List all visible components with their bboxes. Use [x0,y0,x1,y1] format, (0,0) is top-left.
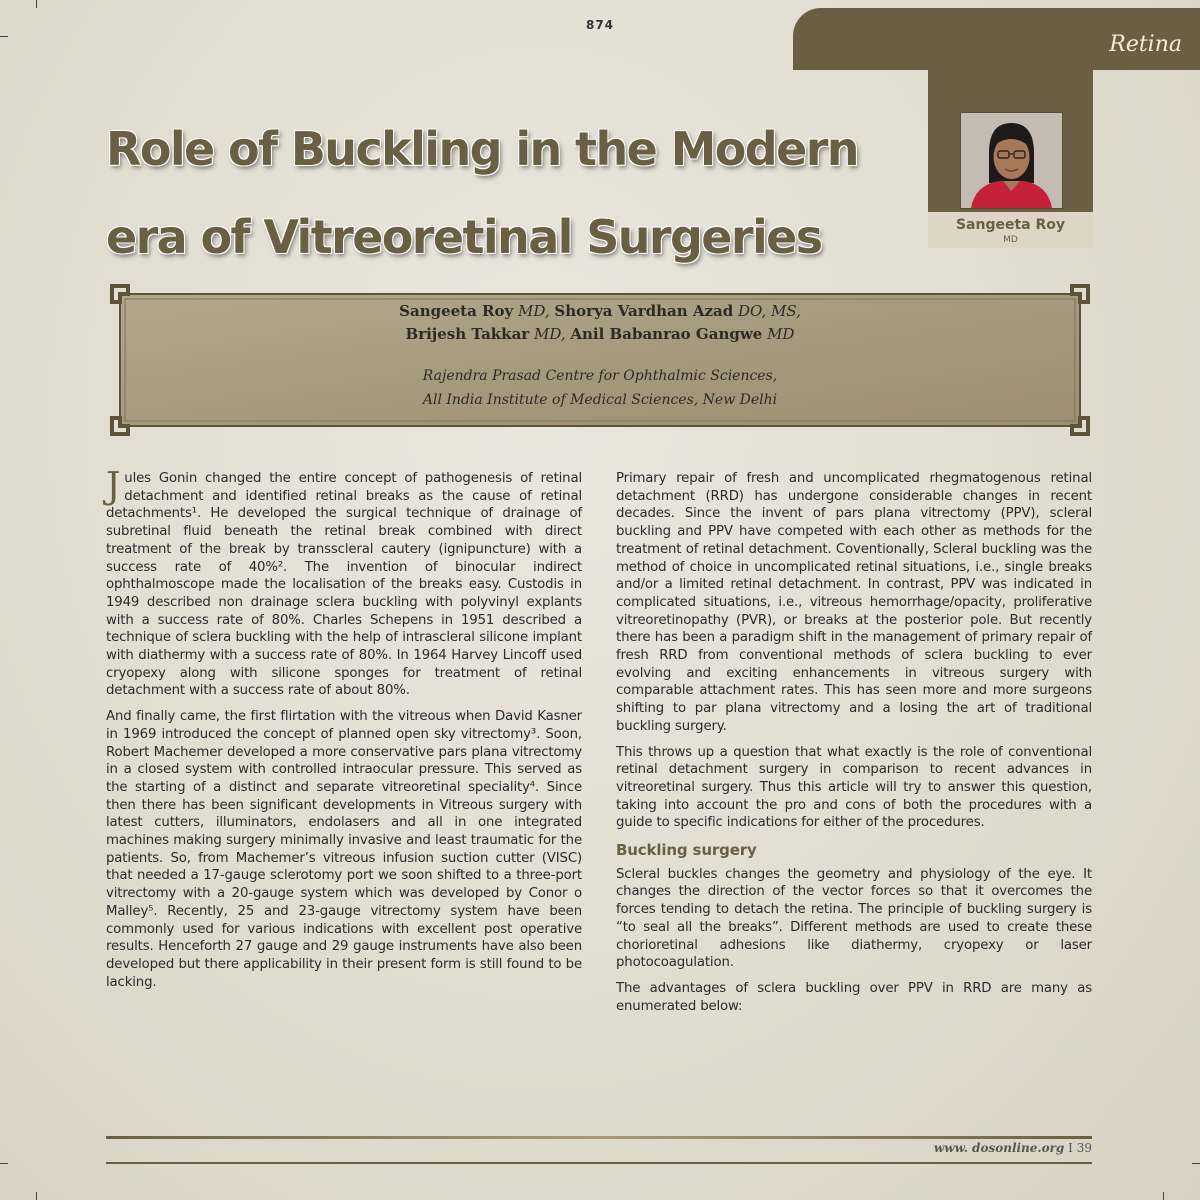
photo-author-name: Sangeeta Roy [955,217,1066,233]
body-paragraph [106,466,582,700]
title-line-2: era of Vitreoretinal Surgeries [106,210,822,264]
author-name: Brijesh Takkar [405,325,530,343]
footer-rule [106,1136,1092,1139]
section-heading: Buckling surgery [616,841,757,860]
body-paragraph: This throws up a question that what exactly is the role of conventional retinal detachment surgery in comparison to recent advances in vitreoretinal surgery. Thus this article will try to answer this question, taking into account the pro and cons of both the procedures with a guide to specific indications for either of the procedures. [616,744,1092,831]
body-paragraph: The advantages of sclera buckling over PPV in RRD are many as enumerated below: [616,980,1092,1014]
footer-page-number: 39 [1076,1141,1092,1155]
crop-mark [36,1192,37,1200]
author-name: Sangeeta Roy [399,302,514,320]
paragraph-text: ules Gonin changed the entire concept of pathogenesis of retinal detachment and identified retinal breaks as the cause of retinal detachments¹. He developed the surgical technique of drainage of subretinal fluid beneath the retinal break combined with direct treatment of the break by transscleral cautery (ignipuncture) with a success rate of 40%². The invention of binocular indirect ophthalmoscope made the localisation of the breaks easy. Custodis in 1949 described non drainage sclera buckling with polyvinyl explants with a success rate of 80%. Charles Schepens in 1951 described a technique of sclera buckling with the help of intrascleral silicone implant with diathermy with a success rate of 80%. In 1964 Harvey Lincoff used cryopexy along with silicone sponges for treatment of retinal detachment with a success rate of about 80%. [106,471,582,699]
crop-mark [0,1163,8,1164]
author-degree: DO, MS, [738,302,801,320]
section-label: Retina [1109,32,1182,57]
author-list [108,300,1092,346]
section-tab [793,8,1200,70]
body-paragraph: Primary repair of fresh and uncomplicated rhegmatogenous retinal detachment (RRD) has undergone considerable changes in recent decades. Since the invent of pars plana vitrectomy (PPV), scleral buckling and PPV have competed with each other as methods for the treatment of retinal detachment. Coventionally, Scleral buckling was the method of choice in uncomplicated retinal situations, i.e., single breaks and/or a limited retinal detachment. In contrast, PPV was indicated in complicated situations, i.e., vitreous hemorrhage/opacity, proliferative vitreoretinopathy (PVR), or breaks at the posterior pole. But recently there has been a paradigm shift in the management of primary repair of fresh RRD from conventional methods of sclera buckling to ever evolving and exciting enhancements in vitreous surgery with comparable attachment rates. This has seen more and more surgeons shifting to par plana vitrectomy and a losing the art of traditional buckling surgery. [616,471,1092,734]
journal-page-number: 874 [585,18,615,32]
footer [934,1141,1092,1155]
author-degree: MD, [533,325,566,343]
drop-cap: J [106,466,121,507]
author-box [108,282,1092,438]
crop-mark [1192,1163,1200,1164]
body-column-left [106,466,582,999]
author-degree: MD [767,325,795,343]
crop-mark [1163,1192,1164,1200]
author-portrait-image [961,113,1062,208]
body-column-right [616,470,1092,1023]
affiliation [108,364,1092,412]
author-degree: MD, [518,302,550,320]
photo-author-degree: MD [1003,235,1018,245]
footer-website-link[interactable]: www. dosonline.org [933,1141,1065,1155]
article-title [106,106,926,282]
title-line-1: Role of Buckling in the Modern [106,122,858,176]
crop-mark [0,36,8,37]
affiliation-line-1: Rajendra Prasad Centre for Ophthalmic Sciences, [422,368,778,384]
body-paragraph: And finally came, the first flirtation with the vitreous when David Kasner in 1969 introduced the concept of planned open sky vitrectomy³. Soon, Robert Machemer developed a more conservative pars plana vitrectomy in a closed system with controlled intraocular pressure. This served as the starting of a distinct and separate vitreoretinal speciality⁴. Since then there has been significant developments in Vitreous surgery with latest cutters, illuminators, endolasers and all in one integrated machines making surgery minimally invasive and least traumatic for the patients. So, from Machemer’s vitreous infusion suction cutter (VISC) that needed a 17-gauge sclerotomy port we soon shifted to a three-port vitrectomy with a 20-gauge system which was developed by Conor o Malley⁵. Recently, 25 and 23-gauge vitrectomy system have been commonly used for various indications with excellent post operative results. Henceforth 27 gauge and 29 gauge instruments have also been developed but there applicability in their present form is still found to be lacking. [106,709,582,990]
footer-rule-bottom [106,1162,1092,1164]
author-name: Shorya Vardhan Azad [554,302,734,320]
author-name: Anil Babanrao Gangwe [570,325,763,343]
body-paragraph: Scleral buckles changes the geometry and physiology of the eye. It changes the direction of the vector forces so that it overcomes the forces tending to detach the retina. The principle of buckling surgery is “to seal all the breaks”. Different methods are used to create these chorioretinal adhesions like diathermy, cryopexy or laser photocoagulation. [616,866,1092,971]
affiliation-line-2: All India Institute of Medical Sciences, New Delhi [422,392,778,408]
crop-mark [36,0,37,8]
author-photo [960,112,1063,209]
footer-separator: I [1068,1141,1073,1155]
